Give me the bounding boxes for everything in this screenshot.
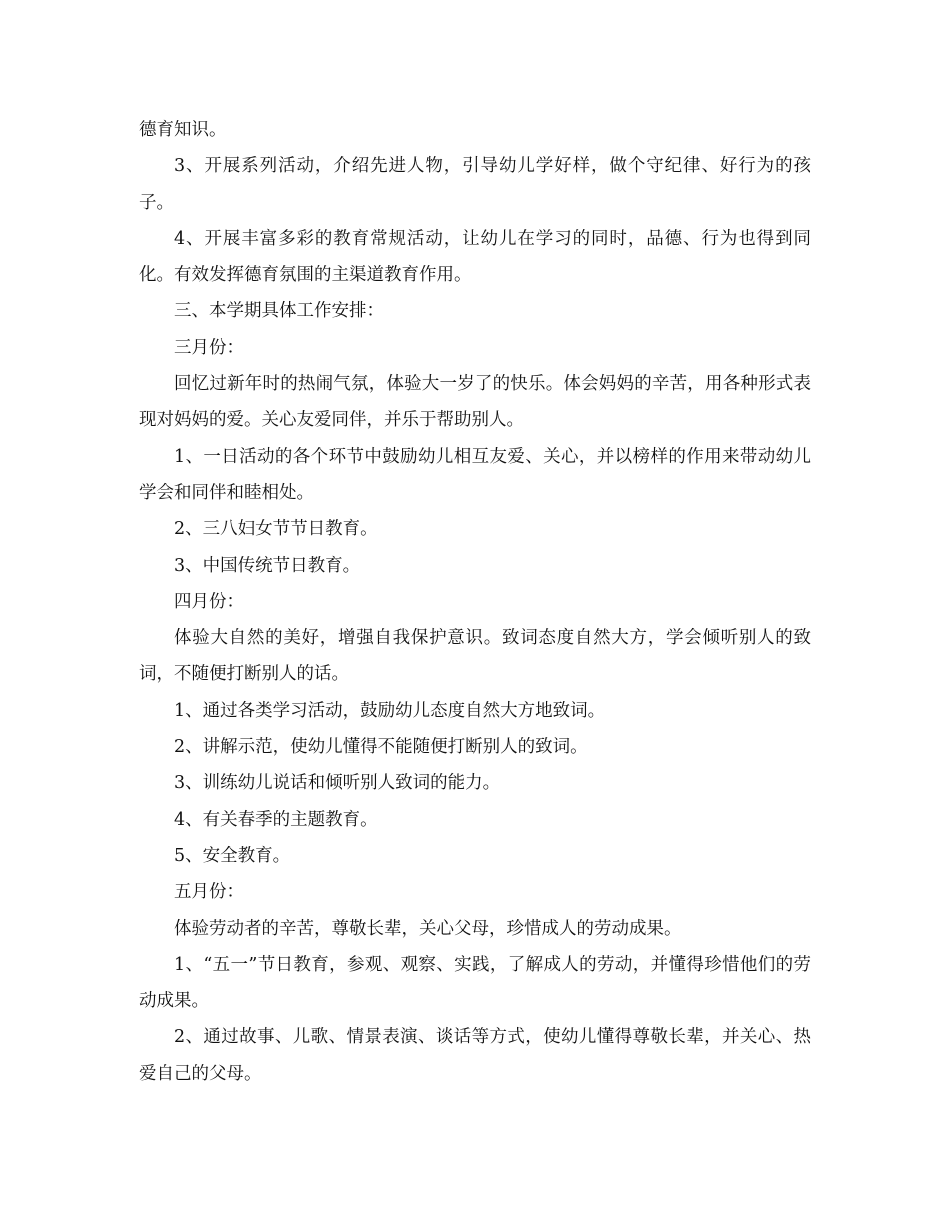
paragraph-april-2: 2、讲解示范，使幼儿懂得不能随便打断别人的致词。 xyxy=(174,737,588,758)
paragraph-may-2: 2、通过故事、儿歌、情景表演、谈话等方式，使幼儿懂得尊敬长辈，并关心、热爱自己的父母。 xyxy=(139,1027,811,1084)
paragraph-april-goal: 体验大自然的美好，增强自我保护意识。致词态度自然大方，学会倾听别人的致词，不随便打断别人的话。 xyxy=(139,628,811,685)
paragraph-march-2: 2、三八妇女节节日教育。 xyxy=(174,519,378,540)
paragraph-3: 4、开展丰富多彩的教育常规活动，让幼儿在学习的同时，品德、行为也得到同化。有效发挥德育氛围的主渠道教育作用。 xyxy=(139,228,811,286)
paragraph-april-1: 1、通过各类学习活动，鼓励幼儿态度自然大方地致词。 xyxy=(174,700,606,721)
document-body xyxy=(139,112,811,1092)
paragraph-march-goal: 回忆过新年时的热闹气氛，体验大一岁了的快乐。体会妈妈的辛苦，用各种形式表现对妈妈的爱。关心友爱同伴，并乐于帮助别人。 xyxy=(139,374,811,431)
section-heading-3: 三、本学期具体工作安排： xyxy=(174,301,384,322)
paragraph-march-3: 3、中国传统节日教育。 xyxy=(174,555,361,576)
paragraph-2: 3、开展系列活动，介绍先进人物，引导幼儿学好样，做个守纪律、好行为的孩子。 xyxy=(139,156,811,213)
paragraph-april-5: 5、安全教育。 xyxy=(174,845,291,866)
paragraph-march-1: 1、一日活动的各个环节中鼓励幼儿相互友爱、关心，并以榜样的作用来带动幼儿学会和同伴和睦相处。 xyxy=(139,446,811,503)
paragraph-april-3: 3、训练幼儿说话和倾听别人致词的能力。 xyxy=(174,773,501,794)
paragraph-1: 德育知识。 xyxy=(139,120,227,140)
paragraph-may-goal: 体验劳动者的辛苦，尊敬长辈，关心父母，珍惜成人的劳动成果。 xyxy=(174,918,682,939)
paragraph-april-4: 4、有关春季的主题教育。 xyxy=(174,809,378,830)
month-heading-march: 三月份： xyxy=(174,337,244,358)
month-heading-april: 四月份： xyxy=(174,591,244,612)
paragraph-may-1: 1、“五一”节日教育，参观、观察、实践，了解成人的劳动，并懂得珍惜他们的劳动成果。 xyxy=(139,954,811,1012)
month-heading-may: 五月份： xyxy=(174,882,244,903)
